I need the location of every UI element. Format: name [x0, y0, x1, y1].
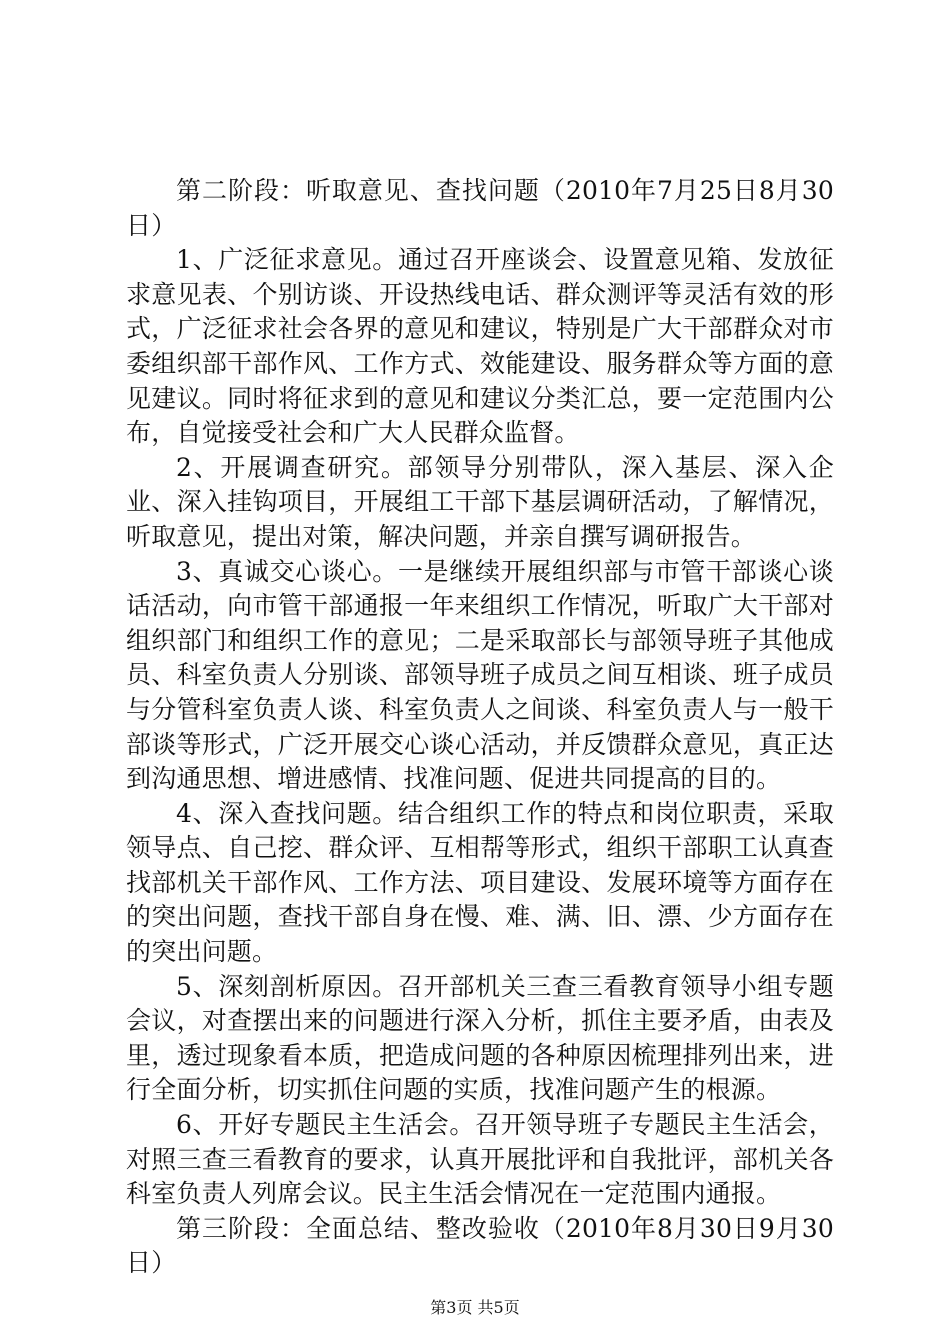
section-heading-stage-two: 第二阶段：听取意见、查找问题（2010年7月25日8月30日） [126, 176, 834, 240]
paragraph-item-5: 5、深刻剖析原因。召开部机关三查三看教育领导小组专题会议，对查摆出来的问题进行深入分析，抓住主要矛盾，由表及里，透过现象看本质，把造成问题的各种原因梳理排列出来，进行全面分析，切实抓住问题的实质，找准问题产生的根源。 [126, 971, 834, 1105]
paragraph-item-2: 2、开展调查研究。部领导分别带队，深入基层、深入企业、深入挂钩项目，开展组工干部下基层调研活动，了解情况，听取意见，提出对策，解决问题，并亲自撰写调研报告。 [126, 452, 834, 551]
paragraph-item-3: 3、真诚交心谈心。一是继续开展组织部与市管干部谈心谈话活动，向市管干部通报一年来组织工作情况，听取广大干部对组织部门和组织工作的意见；二是采取部长与部领导班子其他成员、科室负责人分别谈、部领导班子成员之间互相谈、班子成员与分管科室负责人谈、科室负责人之间谈、科室负责人与一般干部谈等形式，广泛开展交心谈心活动，并反馈群众意见，真正达到沟通思想、增进感情、找准问题、促进共同提高的目的。 [126, 556, 834, 794]
paragraph-item-4: 4、深入查找问题。结合组织工作的特点和岗位职责，采取领导点、自己挖、群众评、互相帮等形式，组织干部职工认真查找部机关干部作风、工作方法、项目建设、发展环境等方面存在的突出问题，查找干部自身在慢、难、满、旧、漂、少方面存在的突出问题。 [126, 798, 834, 967]
section-heading-stage-three: 第三阶段：全面总结、整改验收（2010年8月30日9月30日） [126, 1213, 834, 1278]
paragraph-item-1: 1、广泛征求意见。通过召开座谈会、设置意见箱、发放征求意见表、个别访谈、开设热线电话、群众测评等灵活有效的形式，广泛征求社会各界的意见和建议，特别是广大干部群众对市委组织部干部作风、工作方式、效能建设、服务群众等方面的意见建议。同时将征求到的意见和建议分类汇总，要一定范围内公布，自觉接受社会和广大人民群众监督。 [126, 245, 834, 448]
page-number-footer: 第3页 共5页 [430, 1298, 520, 1317]
paragraph-item-6: 6、开好专题民主生活会。召开领导班子专题民主生活会，对照三查三看教育的要求，认真开展批评和自我批评，部机关各科室负责人列席会议。民主生活会情况在一定范围内通报。 [126, 1110, 834, 1209]
document-body [126, 174, 834, 1281]
